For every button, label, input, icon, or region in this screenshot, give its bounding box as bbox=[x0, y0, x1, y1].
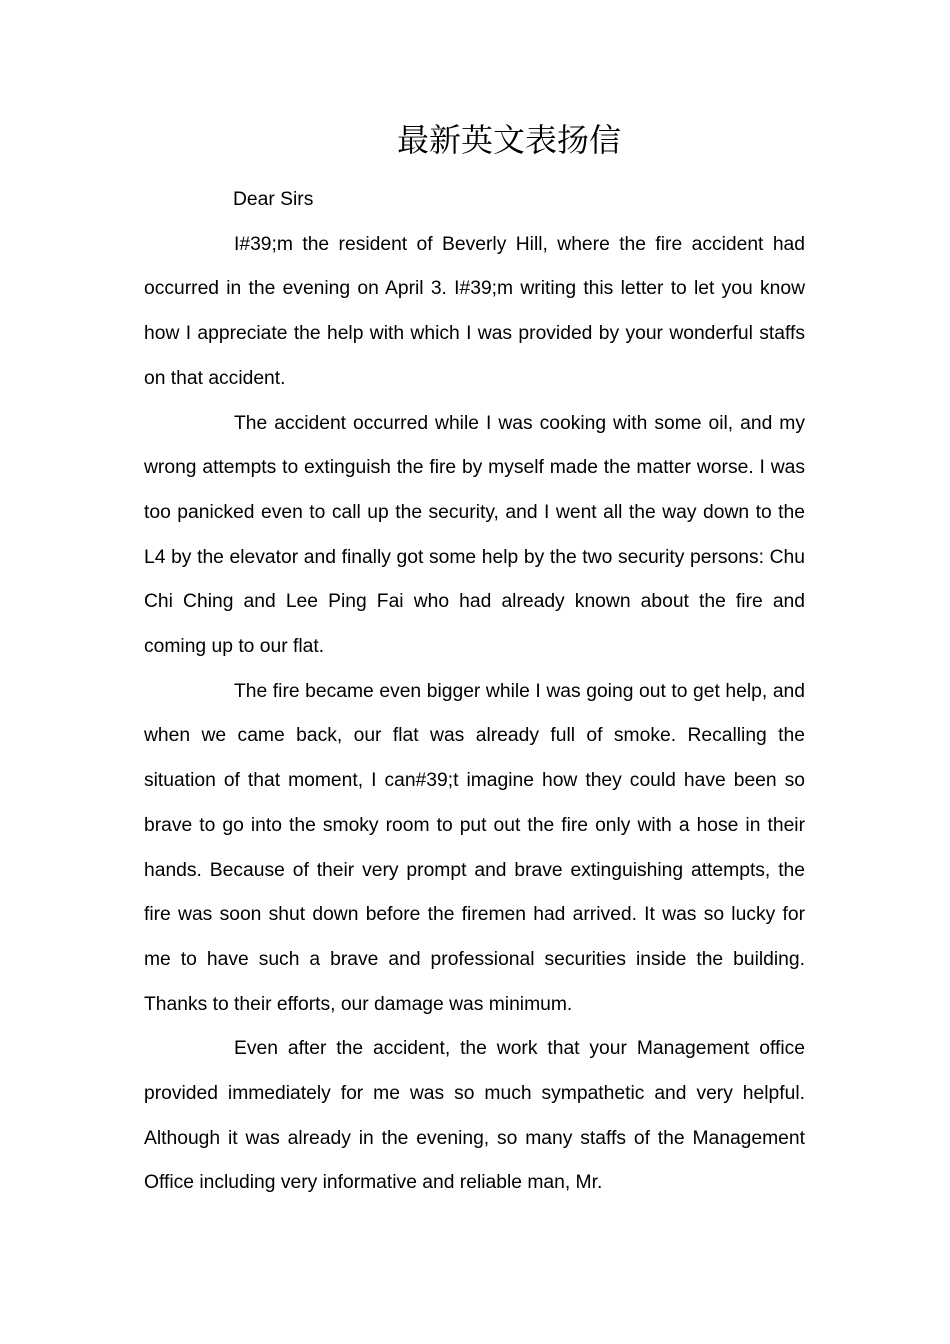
letter-body bbox=[144, 178, 805, 1206]
paragraph-2: The accident occurred while I was cooking with some oil, and my wrong attempts to extinguish the fire by myself made the matter worse. I was too panicked even to call up the security, and I went all the way down to the L4 by the elevator and finally got some help by the two security persons: Chu Chi Ching and Lee Ping Fai who had already known about the fire and coming up to our flat. bbox=[144, 412, 805, 658]
paragraph-1: I#39;m the resident of Beverly Hill, where the fire accident had occurred in the evening on April 3. I#39;m writing this letter to let you know how I appreciate the help with which I was provided by your wonderful staffs on that accident. bbox=[144, 233, 805, 389]
document-title: 最新英文表扬信 bbox=[396, 121, 621, 159]
paragraph-4: Even after the accident, the work that your Management office provided immediately for me was so much sympathetic and very helpful. Although it was already in the evening, so many staffs of the Management Office including very informative and reliable man, Mr. bbox=[144, 1038, 805, 1194]
salutation: Dear Sirs bbox=[233, 189, 314, 210]
paragraph-3: The fire became even bigger while I was going out to get help, and when we came back, our flat was already full of smoke. Recalling the situation of that moment, I can#39;t imagine how they could have been so brave to go into the smoky room to put out the fire only with a hose in their hands. Because of their very prompt and brave extinguishing attempts, the fire was soon shut down before the firemen had arrived. It was so lucky for me to have such a brave and professional securities inside the building. Thanks to their efforts, our damage was minimum. bbox=[144, 680, 805, 1015]
